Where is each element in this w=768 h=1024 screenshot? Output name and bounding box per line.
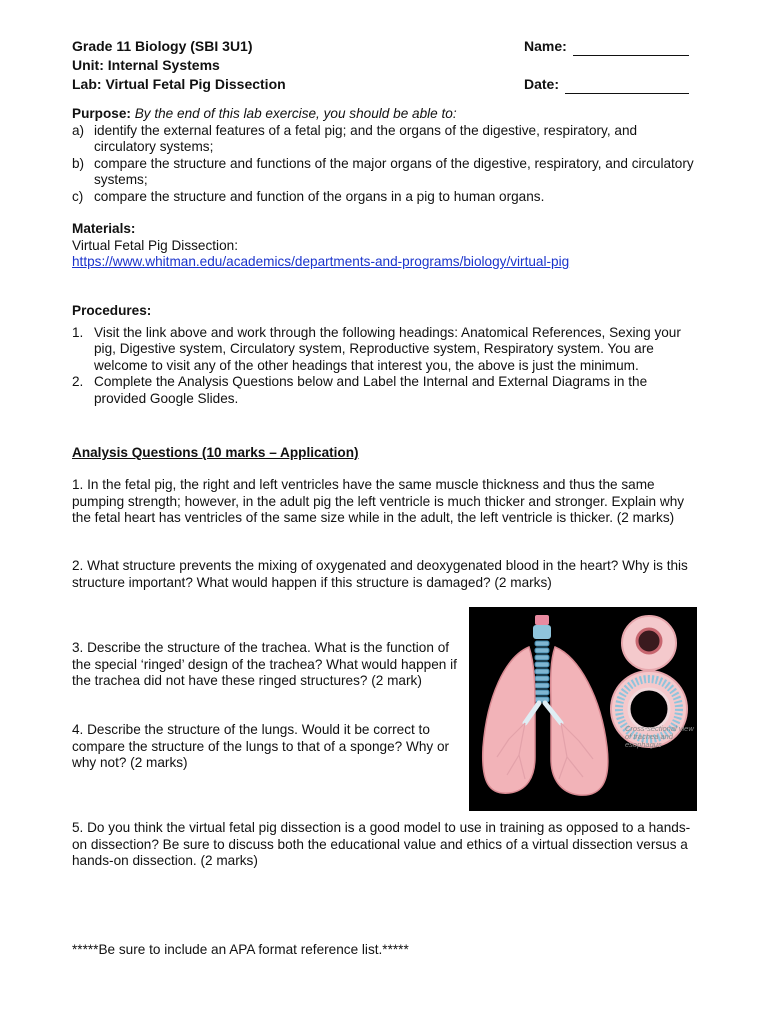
header-right — [524, 37, 689, 94]
purpose-intro: By the end of this lab exercise, you should be able to: — [134, 106, 457, 121]
materials-section — [72, 221, 698, 271]
analysis-heading: Analysis Questions (10 marks – Application) — [72, 445, 359, 460]
question-1: 1. In the fetal pig, the right and left ventricles have the same muscle thickness and thus the same pumping strength; however, in the adult pig the left ventricle is much thicker and stronger. Explain why the fetal heart has ventricles of the same size while in the adult, the left ventricle is thicker. (2 marks) — [72, 477, 685, 526]
name-blank[interactable] — [573, 41, 689, 56]
unit-title: Unit: Internal Systems — [72, 57, 220, 73]
list-item: 2. Complete the Analysis Questions below and Label the Internal and External Diagrams in the provided Google Slides. — [72, 374, 648, 406]
header-left — [72, 37, 286, 94]
list-item: c) compare the structure and function of the organs in a pig to human organs. — [72, 188, 545, 204]
list-item: b) compare the structure and functions of the major organs of the digestive, respiratory, and circulatory systems; — [72, 155, 694, 188]
purpose-list — [72, 123, 698, 206]
purpose-heading-line — [72, 106, 698, 123]
purpose-section — [72, 106, 698, 206]
materials-item: Virtual Fetal Pig Dissection: — [72, 237, 238, 253]
footer-note: *****Be sure to include an APA format reference list.***** — [72, 942, 409, 957]
date-label: Date: — [524, 76, 560, 92]
materials-label: Materials: — [72, 221, 136, 236]
lungs-illustration — [469, 607, 697, 811]
course-title: Grade 11 Biology (SBI 3U1) — [72, 38, 253, 54]
question-4: 4. Describe the structure of the lungs. Would it be correct to compare the structure of the lungs to that of a sponge? Why or why not? (2 marks) — [72, 722, 450, 771]
list-item: 1. Visit the link above and work through the following headings: Anatomical References, Sexing your pig, Digestive system, Circulatory system, Reproductive system, Respiratory system. You are welcome to visit any of the other headings that interest you, the above is just the minimum. — [72, 324, 681, 373]
date-row — [524, 75, 689, 94]
virtual-pig-link[interactable]: https://www.whitman.edu/academics/departments-and-programs/biology/virtual-pig — [72, 254, 570, 270]
question-5: 5. Do you think the virtual fetal pig dissection is a good model to use in training as opposed to a hands-on dissection? Be sure to discuss both the educational value and ethics of a virtual dissection versus a hands-on dissection. (2 marks) — [72, 820, 691, 869]
question-3: 3. Describe the structure of the trachea. What is the function of the special ‘ringed’ design of the trachea? What would happen if the trachea did not have these ringed structures? (2 mark) — [72, 640, 457, 689]
list-item: a) identify the external features of a fetal pig; and the organs of the digestive, respiratory, and circulatory systems; — [72, 122, 638, 155]
lab-title: Lab: Virtual Fetal Pig Dissection — [72, 76, 286, 92]
procedures-section — [72, 303, 698, 408]
procedures-label: Procedures: — [72, 303, 152, 318]
name-label: Name: — [524, 38, 567, 54]
lungs-trachea-figure — [469, 607, 697, 811]
figure-caption: Cross-sectional view of trachea and esophagus — [625, 724, 694, 749]
name-row — [524, 37, 689, 56]
purpose-label: Purpose: — [72, 106, 131, 121]
question-2: 2. What structure prevents the mixing of oxygenated and deoxygenated blood in the heart? Why is this structure important? What would happen if this structure is damaged? (2 marks) — [72, 558, 688, 590]
procedures-list — [72, 325, 698, 408]
date-blank[interactable] — [565, 79, 689, 94]
